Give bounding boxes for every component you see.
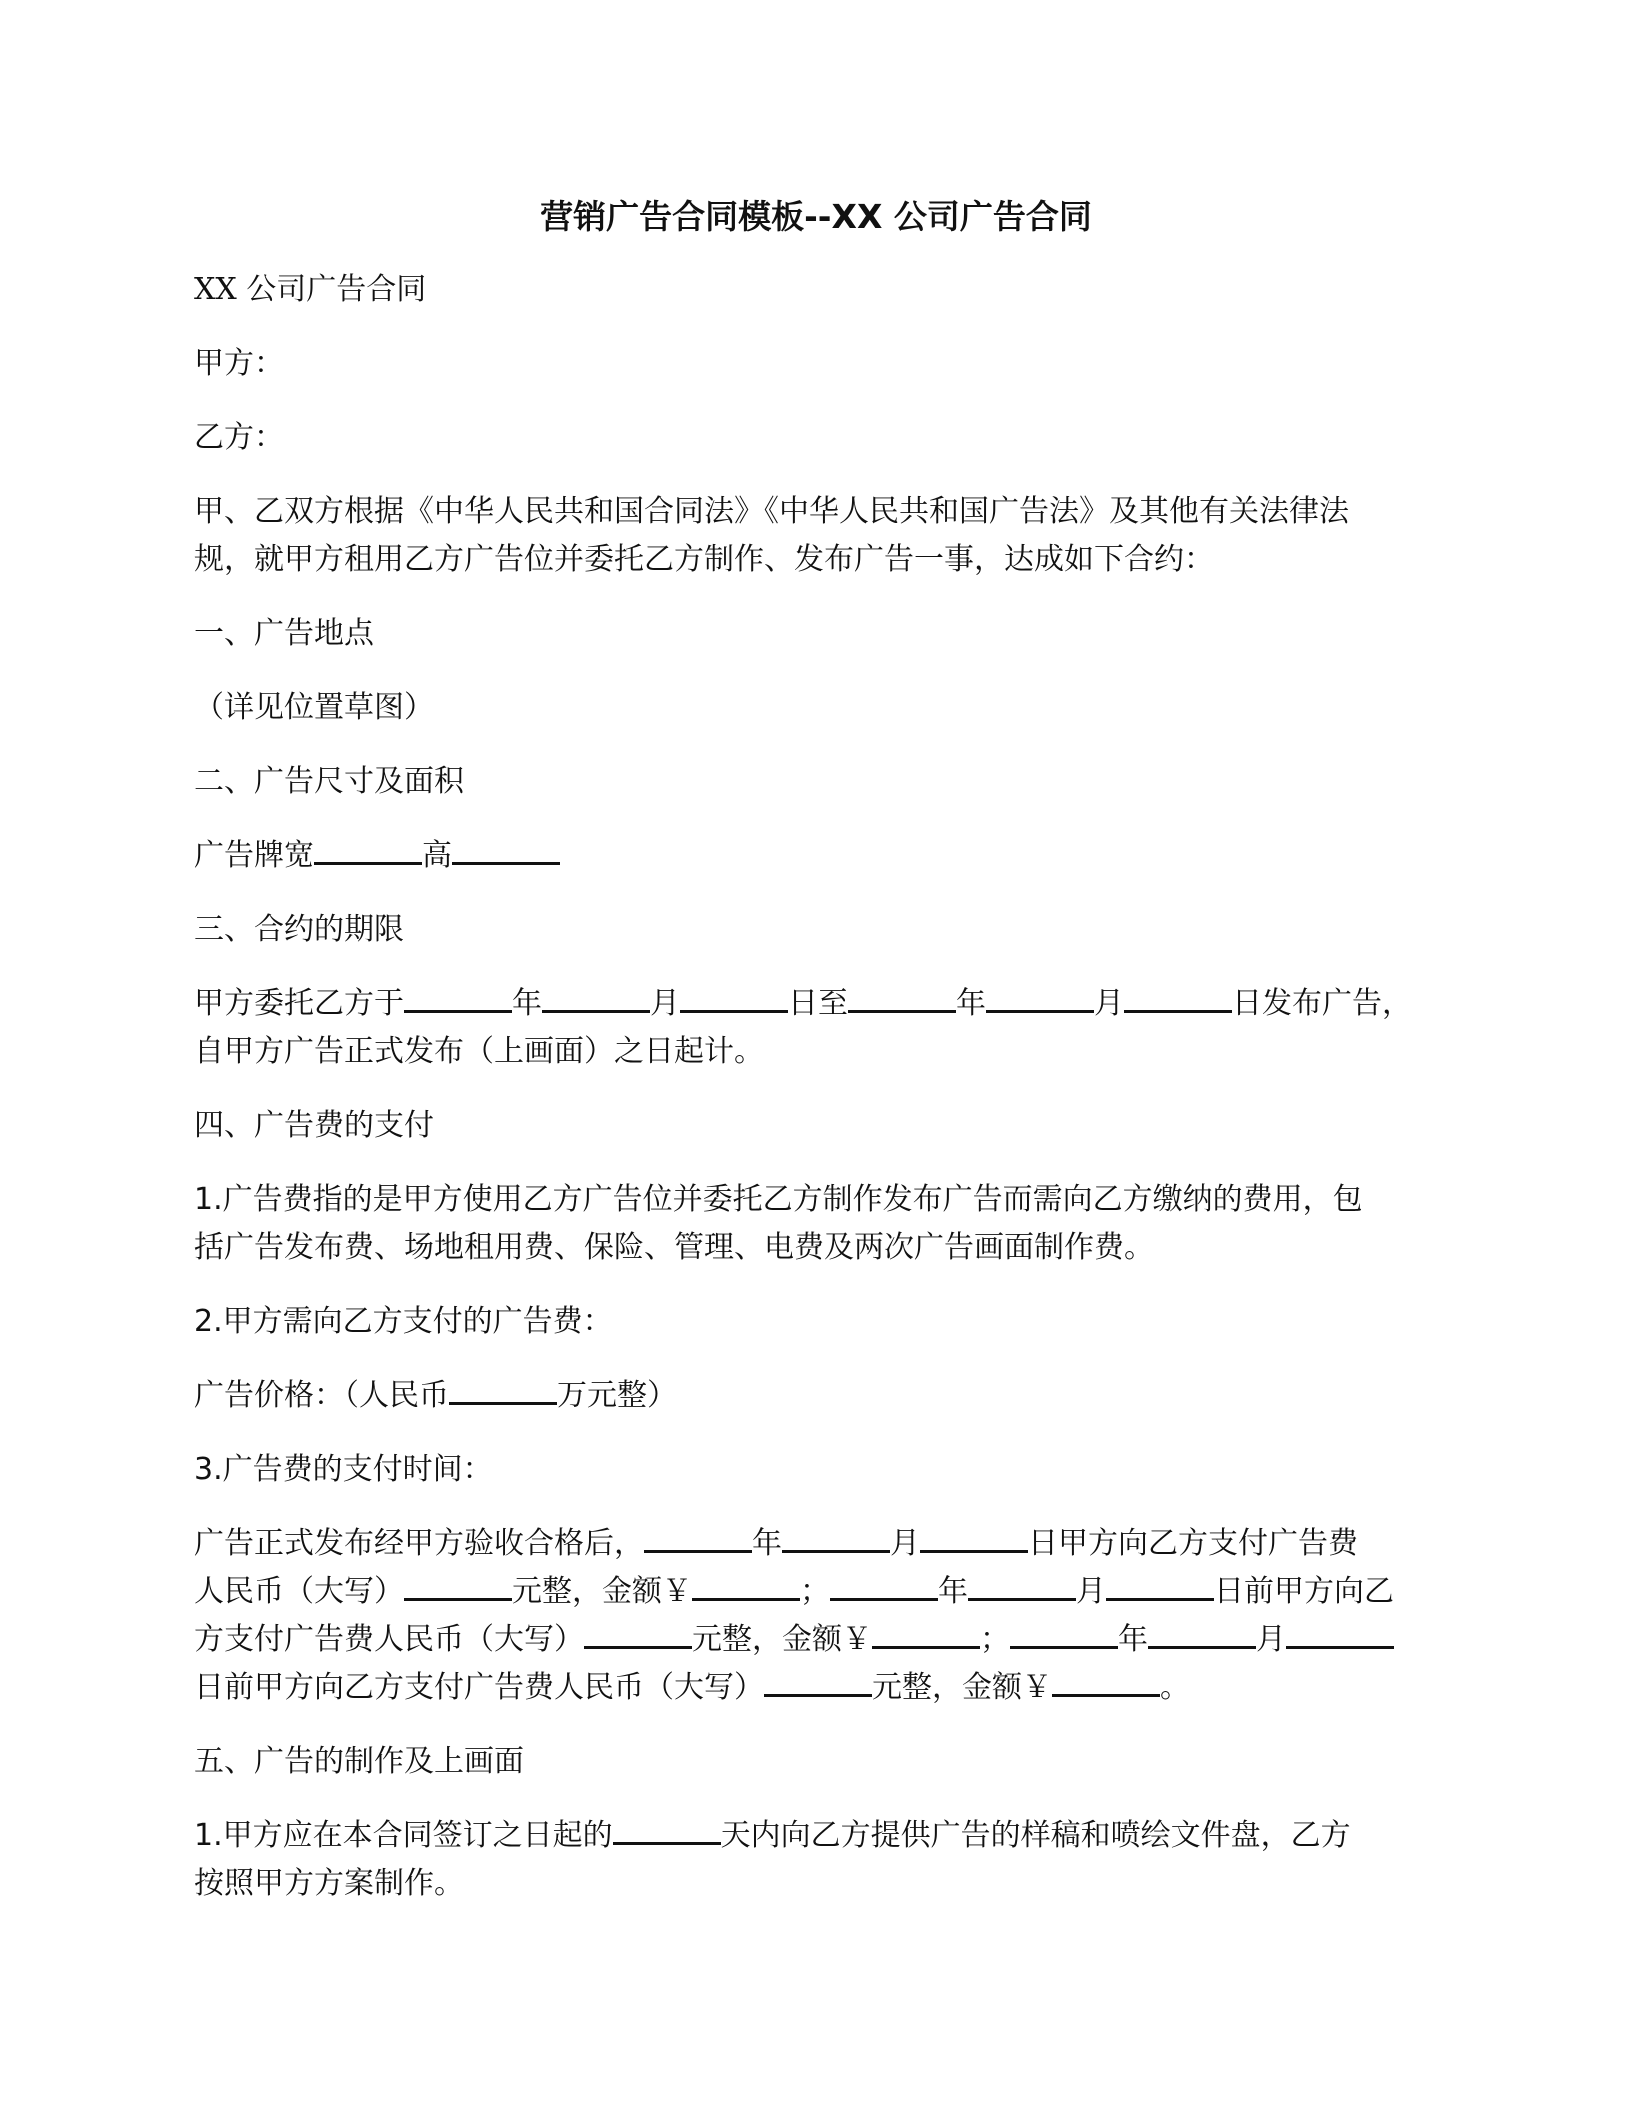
blank-field[interactable]	[1124, 984, 1232, 1013]
blank-field[interactable]	[848, 984, 956, 1013]
blank-field[interactable]	[968, 1572, 1076, 1601]
clause-text: 括广告发布费、场地租用费、保险、管理、电费及两次广告画面制作费。	[194, 1230, 1154, 1265]
term-text: 日发布广告，	[1232, 986, 1412, 1021]
document-title: 营销广告合同模板--XX 公司广告合同	[540, 197, 1092, 236]
payment-time-paragraph	[194, 1520, 1444, 1712]
blank-field[interactable]	[680, 984, 788, 1013]
section-heading-payment: 四、广告费的支付	[194, 1108, 434, 1143]
preamble-line-1: 甲、乙双方根据《中华人民共和国合同法》《中华人民共和国广告法》及其他有关法律法	[194, 494, 1349, 529]
payment-text: ；	[980, 1622, 1010, 1657]
section-heading-production: 五、广告的制作及上画面	[194, 1744, 524, 1779]
clause-number: 2.	[194, 1304, 223, 1339]
blank-field[interactable]	[920, 1524, 1028, 1553]
blank-field[interactable]	[314, 836, 422, 865]
payment-text: 元整，金额￥	[692, 1622, 872, 1657]
blank-field[interactable]	[452, 836, 560, 865]
payment-text: 元整，金额￥	[872, 1670, 1052, 1705]
term-text: 自甲方广告正式发布（上画面）之日起计。	[194, 1034, 764, 1069]
size-width-label: 广告牌宽	[194, 838, 314, 873]
blank-field[interactable]	[542, 984, 650, 1013]
blank-field[interactable]	[1010, 1620, 1118, 1649]
preamble-paragraph	[194, 488, 1444, 584]
blank-field[interactable]	[1286, 1620, 1394, 1649]
blank-field[interactable]	[1148, 1620, 1256, 1649]
blank-field[interactable]	[1052, 1668, 1160, 1697]
term-text: 月	[650, 986, 680, 1021]
blank-field[interactable]	[404, 984, 512, 1013]
payment-text: 月	[1256, 1622, 1286, 1657]
blank-field[interactable]	[1106, 1572, 1214, 1601]
clause-text: 天内向乙方提供广告的样稿和喷绘文件盘，乙方	[720, 1818, 1351, 1853]
payment-text: ；	[800, 1574, 830, 1609]
term-text: 月	[1094, 986, 1124, 1021]
clause-number: 1.	[194, 1182, 223, 1217]
blank-field[interactable]	[404, 1572, 512, 1601]
payment-text: 元整，金额￥	[512, 1574, 692, 1609]
clause-number: 3.	[194, 1452, 223, 1487]
section-heading-location: 一、广告地点	[194, 616, 374, 651]
location-note: （详见位置草图）	[194, 690, 434, 725]
blank-field[interactable]	[644, 1524, 752, 1553]
payment-clause-2	[194, 1298, 1444, 1346]
contract-name: XX 公司广告合同	[194, 272, 427, 307]
payment-text: 日甲方向乙方支付广告费	[1028, 1526, 1358, 1561]
term-text: 日至	[788, 986, 848, 1021]
clause-text: 广告费指的是甲方使用乙方广告位并委托乙方制作发布广告而需向乙方缴纳的费用，包	[222, 1182, 1363, 1217]
price-text: 万元整）	[557, 1378, 677, 1413]
payment-text: 年	[752, 1526, 782, 1561]
term-text: 甲方委托乙方于	[194, 986, 404, 1021]
payment-text: 日前甲方向乙方支付广告费人民币（大写）	[194, 1670, 764, 1705]
payment-text: 日前甲方向乙	[1214, 1574, 1394, 1609]
clause-text: 甲方需向乙方支付的广告费：	[222, 1304, 613, 1339]
blank-field[interactable]	[764, 1668, 872, 1697]
clause-number: 1.	[194, 1818, 223, 1853]
price-line	[194, 1372, 1444, 1420]
party-a-line: 甲方：	[194, 346, 284, 381]
blank-field[interactable]	[613, 1816, 721, 1845]
term-paragraph	[194, 980, 1444, 1076]
payment-clause-3	[194, 1446, 1444, 1494]
blank-field[interactable]	[830, 1572, 938, 1601]
blank-field[interactable]	[584, 1620, 692, 1649]
size-line	[194, 832, 1444, 880]
section-heading-size: 二、广告尺寸及面积	[194, 764, 464, 799]
blank-field[interactable]	[986, 984, 1094, 1013]
price-text: 广告价格：（人民币	[194, 1378, 449, 1413]
clause-text: 广告费的支付时间：	[222, 1452, 493, 1487]
size-height-label: 高	[422, 838, 452, 873]
blank-field[interactable]	[449, 1376, 557, 1405]
payment-text: 月	[1076, 1574, 1106, 1609]
payment-text: 。	[1160, 1670, 1190, 1705]
document-body	[194, 266, 1444, 1934]
blank-field[interactable]	[872, 1620, 980, 1649]
payment-text: 月	[890, 1526, 920, 1561]
payment-text: 方支付广告费人民币（大写）	[194, 1622, 584, 1657]
clause-text: 甲方应在本合同签订之日起的	[222, 1818, 613, 1853]
clause-text: 按照甲方方案制作。	[194, 1866, 464, 1901]
payment-clause-1	[194, 1176, 1444, 1272]
payment-text: 年	[938, 1574, 968, 1609]
term-text: 年	[956, 986, 986, 1021]
preamble-line-2: 规，就甲方租用乙方广告位并委托乙方制作、发布广告一事，达成如下合约：	[194, 542, 1214, 577]
payment-text: 年	[1118, 1622, 1148, 1657]
blank-field[interactable]	[782, 1524, 890, 1553]
production-clause-1	[194, 1812, 1444, 1908]
payment-text: 广告正式发布经甲方验收合格后，	[194, 1526, 644, 1561]
section-heading-term: 三、合约的期限	[194, 912, 404, 947]
blank-field[interactable]	[692, 1572, 800, 1601]
term-text: 年	[512, 986, 542, 1021]
party-b-line: 乙方：	[194, 420, 284, 455]
payment-text: 人民币（大写）	[194, 1574, 404, 1609]
